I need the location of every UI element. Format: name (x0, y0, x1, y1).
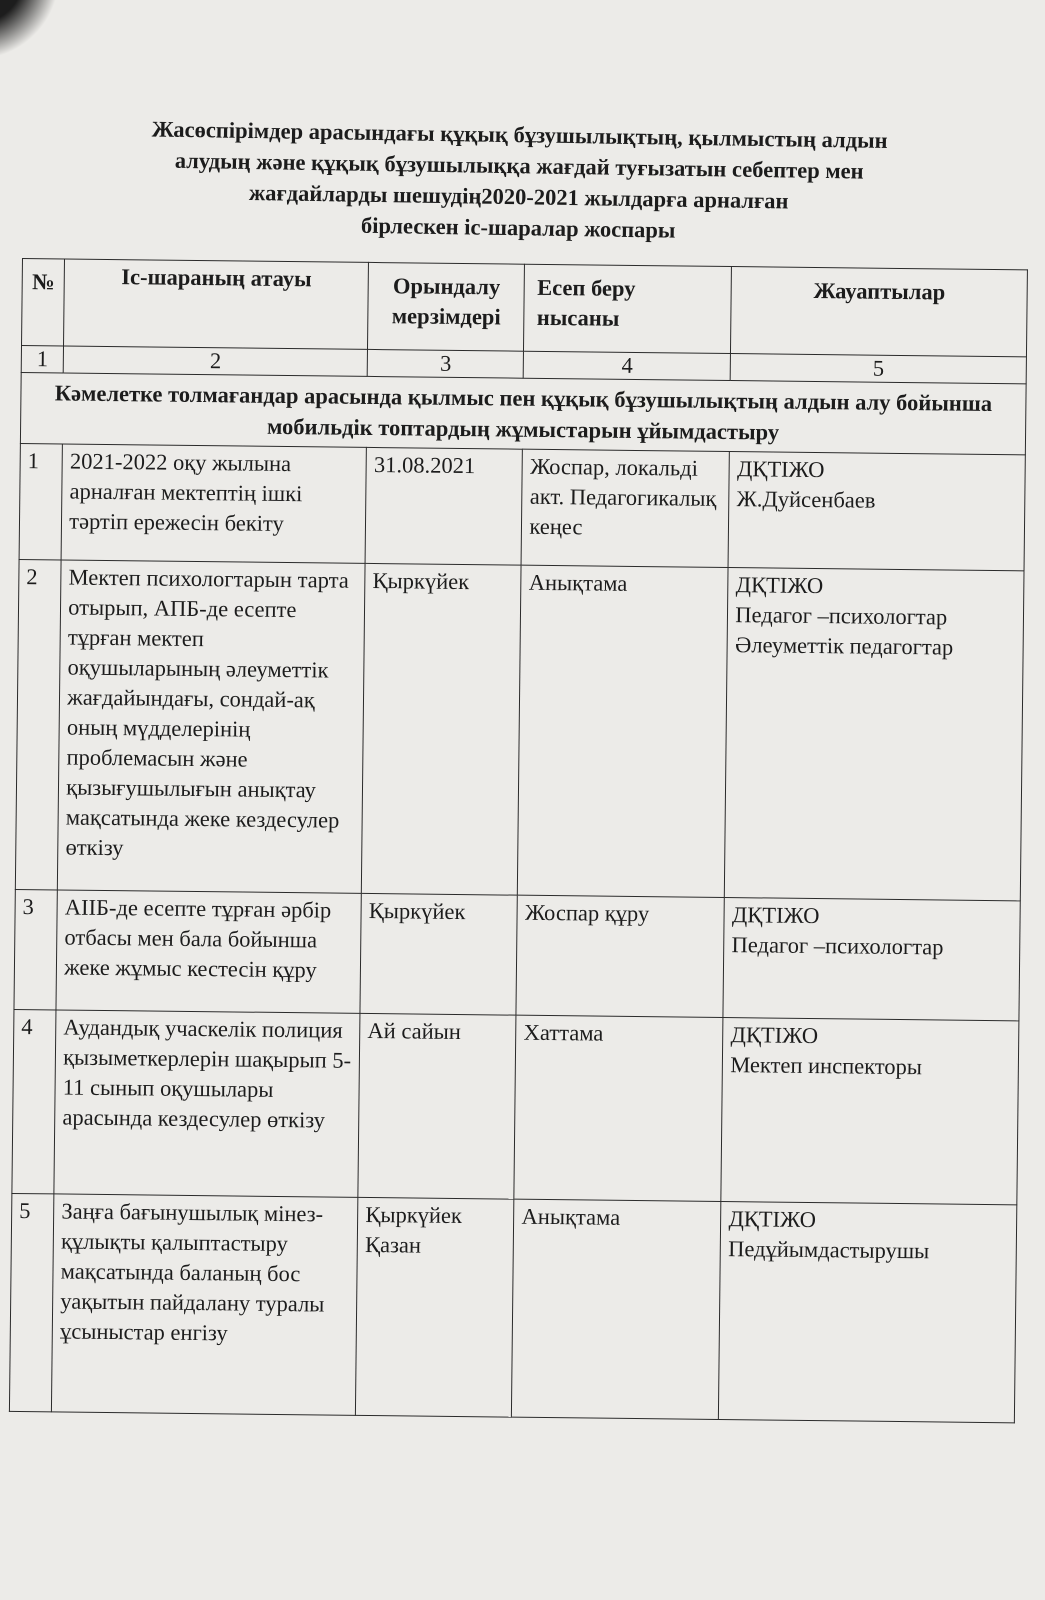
header-number: № (22, 259, 65, 346)
responsible-line: ДҚТІЖО (730, 1022, 819, 1049)
event-name: 2021-2022 оқу жылына арналған мектептің ішкі тәртіп ережесін бекіту (61, 444, 366, 563)
header-report-form-line-2: нысаны (536, 304, 620, 331)
responsible-line: ДҚТІЖО (731, 902, 820, 929)
header-responsible: Жауаптылар (731, 267, 1028, 357)
plan-table (9, 258, 1028, 1423)
report-form: Хаттама (514, 1015, 723, 1201)
deadline: Қыркүйек (360, 893, 518, 1015)
column-number: 3 (367, 349, 524, 378)
row-number: 4 (12, 1009, 56, 1193)
header-deadline-line-1: Орындалу (392, 273, 501, 300)
deadline: Қыркүйек Қазан (356, 1197, 515, 1417)
responsible-line: ДҚТІЖО (736, 456, 825, 483)
row-number: 3 (14, 889, 58, 1009)
responsible-line: ДҚТІЖО (728, 1206, 817, 1233)
table-row (12, 1009, 1019, 1204)
responsible (728, 452, 1025, 571)
row-number: 1 (19, 443, 63, 559)
photo-corner-shadow (0, 0, 60, 60)
responsible (723, 898, 1020, 1021)
responsible-line: Педұйымдастырушы (728, 1236, 930, 1264)
report-form: Анықтама (518, 565, 729, 897)
deadline: 31.08.2021 (365, 447, 523, 565)
table-row (19, 443, 1025, 570)
column-number: 1 (21, 346, 64, 373)
section-row (20, 372, 1026, 454)
responsible-line: Әлеуметтік педагогтар (734, 632, 954, 660)
title-line-2: алудың және құқық бұзушылыққа жағдай туғызатын себептер мен (174, 147, 864, 184)
table-header-row (22, 259, 1028, 357)
header-deadline-line-2: мерзімдері (391, 303, 501, 330)
row-number: 2 (15, 559, 61, 889)
header-deadline (368, 262, 525, 351)
title-line-4: бірлескен іс-шаралар жоспары (360, 212, 676, 243)
responsible-line: Педагог –психологтар (731, 932, 944, 960)
header-report-form (524, 264, 732, 353)
title-line-1: Жасөспірімдер арасындағы құқық бұзушылықтың, қылмыстың алдын (151, 116, 888, 154)
responsible (719, 1201, 1017, 1422)
event-name: Аудандық учаскелік полиция қызыметкерлерін шақырып 5-11 сынып оқушылары арасында кездесулер өткізу (54, 1010, 360, 1197)
event-name: АІІБ-де есепте тұрған әрбір отбасы мен бала бойынша жеке жұмыс кестесін құру (56, 890, 361, 1013)
column-number: 4 (524, 351, 731, 380)
report-form: Анықтама (512, 1199, 721, 1419)
table-row (14, 889, 1020, 1020)
row-number: 5 (9, 1193, 54, 1411)
responsible-line: Ж.Дуйсенбаев (736, 486, 876, 513)
report-form: Жоспар құру (516, 895, 724, 1017)
header-event-name: Іс-шараның атауы (64, 259, 369, 349)
header-report-form-line-1: Есеп беру (537, 274, 636, 301)
title-line-3: жағдайларды шешудің2020-2021 жылдарға арналған (248, 179, 789, 214)
deadline: Қыркүйек (362, 563, 522, 895)
event-name: Заңға бағынушылық мінез-құлықты қалыптастыру мақсатында баланың бос уақытын пайдалану туралы ұсыныстар енгізу (52, 1194, 358, 1415)
table-row (9, 1193, 1016, 1422)
column-number: 2 (63, 346, 367, 376)
responsible (721, 1018, 1019, 1205)
deadline: Ай сайын (358, 1013, 516, 1199)
column-number: 5 (731, 354, 1027, 384)
responsible-line: ДҚТІЖО (735, 572, 824, 599)
responsible-line: Педагог –психологтар (735, 602, 948, 630)
page-title (58, 112, 980, 250)
event-name: Мектеп психологтарын тарта отырып, АПБ-де есепте тұрған мектеп оқушыларының әлеуметтік жағдайындағы, сондай-ақ оның мүдделерінің проблемасын және қызығушылығын анықтау мақсатында жеке кездесулер өткізу (58, 560, 366, 893)
section-title: Кәмелетке толмағандар арасында қылмыс пен құқық бұзушылықтың алдын алу бойынша мобильдік топтардың жұмыстарын ұйымдастыру (20, 372, 1026, 454)
table-row (15, 559, 1024, 900)
responsible-line: Мектеп инспекторы (730, 1052, 923, 1080)
responsible (725, 568, 1024, 901)
report-form: Жоспар, локальді акт. Педагогикалық кеңес (522, 449, 730, 567)
